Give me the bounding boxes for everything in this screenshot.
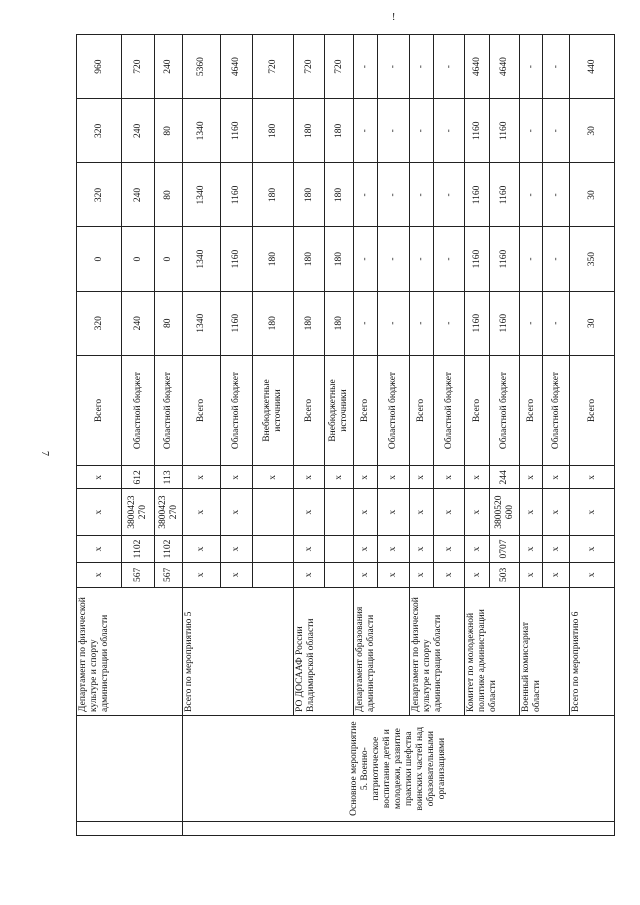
main-event-blank-cell bbox=[77, 715, 183, 821]
vr-cell: x bbox=[543, 466, 570, 489]
csr-cell: x bbox=[520, 489, 543, 535]
table-row bbox=[77, 35, 122, 836]
rz-cell: 1102 bbox=[155, 535, 183, 562]
value-cell: 180 bbox=[253, 163, 294, 227]
value-cell: 4640 bbox=[221, 35, 253, 99]
value-cell: 1160 bbox=[490, 291, 520, 355]
value-cell: 180 bbox=[325, 291, 354, 355]
table-row bbox=[410, 35, 434, 836]
value-cell: 720 bbox=[325, 35, 354, 99]
csr-cell: x bbox=[294, 489, 325, 535]
value-cell: 320 bbox=[77, 291, 122, 355]
value-cell: 180 bbox=[325, 99, 354, 163]
value-cell: - bbox=[354, 35, 378, 99]
csr-cell: x bbox=[354, 489, 378, 535]
funding-source-cell: Внебюджетные источники bbox=[253, 355, 294, 466]
value-cell: 1340 bbox=[183, 291, 221, 355]
value-cell: 1160 bbox=[221, 227, 253, 291]
value-cell: 180 bbox=[294, 163, 325, 227]
value-cell: 240 bbox=[122, 163, 155, 227]
vr-cell: x bbox=[434, 466, 465, 489]
value-cell: 240 bbox=[122, 291, 155, 355]
grbs-cell: x bbox=[410, 563, 434, 588]
table-row bbox=[520, 35, 543, 836]
table-row bbox=[570, 35, 615, 836]
value-cell: - bbox=[434, 291, 465, 355]
vr-cell: 244 bbox=[490, 466, 520, 489]
vr-cell: x bbox=[570, 466, 615, 489]
table-row bbox=[465, 35, 490, 836]
grbs-cell bbox=[325, 563, 354, 588]
left-margin-cell bbox=[77, 822, 183, 836]
grbs-cell: x bbox=[221, 563, 253, 588]
funding-source-cell: Областной бюджет bbox=[434, 355, 465, 466]
value-cell: - bbox=[354, 291, 378, 355]
value-cell: 0 bbox=[122, 227, 155, 291]
value-cell: - bbox=[410, 227, 434, 291]
table-row bbox=[294, 35, 325, 836]
value-cell: - bbox=[543, 227, 570, 291]
vr-cell: x bbox=[520, 466, 543, 489]
vr-cell: x bbox=[465, 466, 490, 489]
csr-cell bbox=[325, 489, 354, 535]
value-cell: 1340 bbox=[183, 99, 221, 163]
vr-cell: 113 bbox=[155, 466, 183, 489]
funding-source-cell: Всего bbox=[294, 355, 325, 466]
value-cell: - bbox=[520, 35, 543, 99]
budget-table bbox=[76, 34, 615, 836]
value-cell: - bbox=[410, 99, 434, 163]
page-number: 7 bbox=[39, 451, 50, 456]
value-cell: - bbox=[410, 163, 434, 227]
value-cell: 1160 bbox=[490, 227, 520, 291]
funding-source-cell: Всего bbox=[465, 355, 490, 466]
rz-cell: x bbox=[221, 535, 253, 562]
rz-cell: 0707 bbox=[490, 535, 520, 562]
value-cell: 1160 bbox=[465, 163, 490, 227]
value-cell: - bbox=[520, 163, 543, 227]
executor-cell: Военный комиссариат области bbox=[520, 587, 570, 715]
value-cell: 960 bbox=[77, 35, 122, 99]
executor-cell: Департамент по физической культуре и спорту администрации области bbox=[77, 587, 183, 715]
rz-cell: x bbox=[354, 535, 378, 562]
table-row bbox=[354, 35, 378, 836]
rz-cell bbox=[325, 535, 354, 562]
rz-cell: x bbox=[543, 535, 570, 562]
executor-cell: Всего по мероприятию 5 bbox=[183, 587, 294, 715]
value-cell: - bbox=[378, 99, 410, 163]
executor-cell: Комитет по молодежной политике администрации области bbox=[465, 587, 520, 715]
value-cell: 180 bbox=[325, 163, 354, 227]
grbs-cell: x bbox=[183, 563, 221, 588]
funding-source-cell: Всего bbox=[410, 355, 434, 466]
csr-cell: x bbox=[543, 489, 570, 535]
value-cell: 30 bbox=[570, 99, 615, 163]
rz-cell: 1102 bbox=[122, 535, 155, 562]
csr-cell: x bbox=[465, 489, 490, 535]
csr-cell bbox=[253, 489, 294, 535]
executor-cell: Департамент образования администрации области bbox=[354, 587, 410, 715]
value-cell: 30 bbox=[570, 291, 615, 355]
value-cell: - bbox=[520, 227, 543, 291]
value-cell: 1160 bbox=[221, 291, 253, 355]
funding-source-cell: Областной бюджет bbox=[378, 355, 410, 466]
value-cell: - bbox=[434, 35, 465, 99]
grbs-cell: 567 bbox=[155, 563, 183, 588]
value-cell: 4640 bbox=[465, 35, 490, 99]
value-cell: 240 bbox=[155, 35, 183, 99]
funding-source-cell: Всего bbox=[183, 355, 221, 466]
value-cell: - bbox=[434, 99, 465, 163]
scan-mark: ! bbox=[392, 12, 396, 23]
value-cell: - bbox=[543, 99, 570, 163]
value-cell: - bbox=[354, 99, 378, 163]
table-row bbox=[183, 35, 221, 836]
rz-cell: x bbox=[410, 535, 434, 562]
value-cell: 320 bbox=[77, 99, 122, 163]
value-cell: - bbox=[410, 35, 434, 99]
value-cell: 180 bbox=[294, 291, 325, 355]
value-cell: 4640 bbox=[490, 35, 520, 99]
grbs-cell: x bbox=[378, 563, 410, 588]
vr-cell: x bbox=[77, 466, 122, 489]
rz-cell: x bbox=[77, 535, 122, 562]
value-cell: 1160 bbox=[465, 227, 490, 291]
vr-cell: x bbox=[354, 466, 378, 489]
value-cell: 180 bbox=[294, 99, 325, 163]
value-cell: 1340 bbox=[183, 227, 221, 291]
executor-cell: Всего по мероприятию 6 bbox=[570, 587, 615, 715]
value-cell: 240 bbox=[122, 99, 155, 163]
csr-cell: x bbox=[434, 489, 465, 535]
funding-source-cell: Всего bbox=[570, 355, 615, 466]
value-cell: 80 bbox=[155, 99, 183, 163]
value-cell: - bbox=[354, 163, 378, 227]
value-cell: 1160 bbox=[490, 99, 520, 163]
rz-cell: x bbox=[520, 535, 543, 562]
value-cell: - bbox=[543, 163, 570, 227]
vr-cell: x bbox=[183, 466, 221, 489]
value-cell: - bbox=[520, 99, 543, 163]
grbs-cell: x bbox=[77, 563, 122, 588]
funding-source-cell: Внебюджетные источники bbox=[325, 355, 354, 466]
rz-cell: x bbox=[434, 535, 465, 562]
rz-cell: x bbox=[294, 535, 325, 562]
value-cell: - bbox=[543, 35, 570, 99]
value-cell: 30 bbox=[570, 163, 615, 227]
vr-cell: x bbox=[294, 466, 325, 489]
funding-source-cell: Всего bbox=[354, 355, 378, 466]
value-cell: 80 bbox=[155, 163, 183, 227]
value-cell: - bbox=[434, 227, 465, 291]
grbs-cell: x bbox=[354, 563, 378, 588]
value-cell: 720 bbox=[122, 35, 155, 99]
value-cell: - bbox=[410, 291, 434, 355]
value-cell: 720 bbox=[294, 35, 325, 99]
funding-source-cell: Всего bbox=[520, 355, 543, 466]
funding-source-cell: Областной бюджет bbox=[155, 355, 183, 466]
executor-cell: РО ДОСААФ России Владимирской области bbox=[294, 587, 354, 715]
value-cell: 180 bbox=[253, 291, 294, 355]
rotated-table-content bbox=[76, 34, 597, 836]
funding-source-cell: Областной бюджет bbox=[490, 355, 520, 466]
csr-cell: 3800423 270 bbox=[122, 489, 155, 535]
vr-cell: x bbox=[325, 466, 354, 489]
value-cell: 1340 bbox=[183, 163, 221, 227]
value-cell: 1160 bbox=[221, 163, 253, 227]
value-cell: 180 bbox=[253, 227, 294, 291]
value-cell: 350 bbox=[570, 227, 615, 291]
value-cell: - bbox=[434, 163, 465, 227]
value-cell: 5360 bbox=[183, 35, 221, 99]
value-cell: - bbox=[520, 291, 543, 355]
value-cell: 1160 bbox=[221, 99, 253, 163]
left-margin-cell bbox=[183, 822, 615, 836]
funding-source-cell: Областной бюджет bbox=[543, 355, 570, 466]
rz-cell bbox=[253, 535, 294, 562]
funding-source-cell: Областной бюджет bbox=[221, 355, 253, 466]
value-cell: 1160 bbox=[465, 291, 490, 355]
value-cell: - bbox=[378, 35, 410, 99]
value-cell: 0 bbox=[77, 227, 122, 291]
vr-cell: x bbox=[410, 466, 434, 489]
value-cell: - bbox=[354, 227, 378, 291]
funding-source-cell: Областной бюджет bbox=[122, 355, 155, 466]
value-cell: 320 bbox=[77, 163, 122, 227]
value-cell: 720 bbox=[253, 35, 294, 99]
value-cell: - bbox=[543, 291, 570, 355]
csr-cell: x bbox=[221, 489, 253, 535]
csr-cell: 3800520 600 bbox=[490, 489, 520, 535]
value-cell: - bbox=[378, 291, 410, 355]
rotated-table-frame bbox=[76, 34, 597, 836]
value-cell: 80 bbox=[155, 291, 183, 355]
value-cell: - bbox=[378, 163, 410, 227]
vr-cell: 612 bbox=[122, 466, 155, 489]
grbs-cell: x bbox=[570, 563, 615, 588]
value-cell: 180 bbox=[325, 227, 354, 291]
grbs-cell: x bbox=[520, 563, 543, 588]
value-cell: 1160 bbox=[465, 99, 490, 163]
executor-cell: Департамент по физической культуре и спорту администрации области bbox=[410, 587, 465, 715]
rz-cell: x bbox=[378, 535, 410, 562]
vr-cell: x bbox=[378, 466, 410, 489]
value-cell: 0 bbox=[155, 227, 183, 291]
value-cell: 180 bbox=[294, 227, 325, 291]
value-cell: 1160 bbox=[490, 163, 520, 227]
rz-cell: x bbox=[465, 535, 490, 562]
vr-cell: x bbox=[253, 466, 294, 489]
value-cell: 440 bbox=[570, 35, 615, 99]
csr-cell: x bbox=[570, 489, 615, 535]
csr-cell: x bbox=[77, 489, 122, 535]
grbs-cell: x bbox=[465, 563, 490, 588]
csr-cell: x bbox=[378, 489, 410, 535]
rz-cell: x bbox=[570, 535, 615, 562]
csr-cell: x bbox=[183, 489, 221, 535]
value-cell: - bbox=[378, 227, 410, 291]
funding-source-cell: Всего bbox=[77, 355, 122, 466]
grbs-cell: 567 bbox=[122, 563, 155, 588]
grbs-cell: x bbox=[543, 563, 570, 588]
vr-cell: x bbox=[221, 466, 253, 489]
csr-cell: 3800423 270 bbox=[155, 489, 183, 535]
grbs-cell: x bbox=[434, 563, 465, 588]
main-event-cell: Основное мероприятие 5. Военно-патриотическое воспитание детей и молодежи, развитие практики шефства воинских частей над образовательными организациями bbox=[183, 715, 615, 821]
grbs-cell: 503 bbox=[490, 563, 520, 588]
value-cell: 180 bbox=[253, 99, 294, 163]
rz-cell: x bbox=[183, 535, 221, 562]
csr-cell: x bbox=[410, 489, 434, 535]
grbs-cell: x bbox=[294, 563, 325, 588]
grbs-cell bbox=[253, 563, 294, 588]
